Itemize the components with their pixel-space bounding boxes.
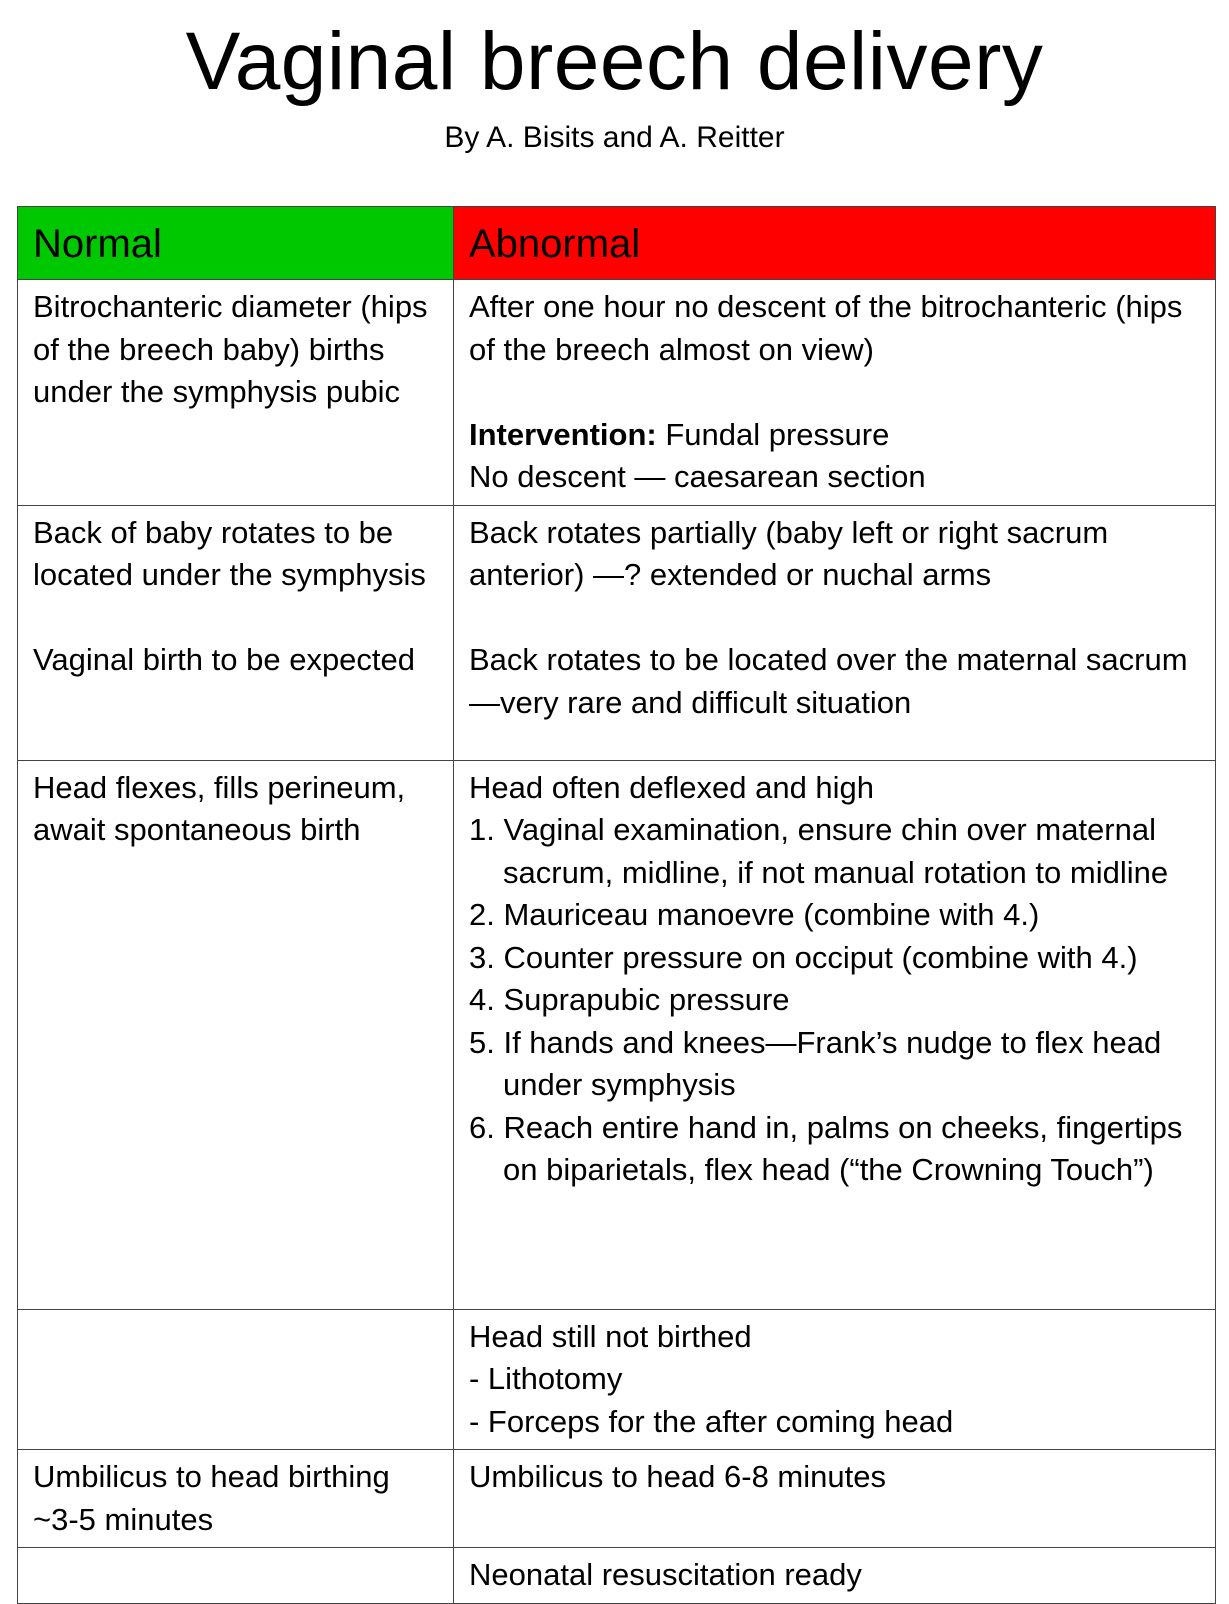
intervention-label: Intervention:	[469, 416, 657, 452]
byline: By A. Bisits and A. Reitter	[444, 121, 785, 154]
abnormal-column-header: Abnormal	[454, 207, 1216, 280]
cell-text: Umbilicus to head 6-8 minutes	[469, 1459, 886, 1494]
abnormal-cell	[454, 1548, 1216, 1604]
table-row	[18, 1450, 1216, 1548]
normal-cell	[18, 280, 454, 506]
cell-text: Back of baby rotates to be located under the symphysis	[33, 514, 426, 592]
intervention-line	[469, 414, 1201, 457]
list-item: 6. Reach entire hand in, palms on cheeks, fingertips on biparietals, flex head (“the Crowning Touch”)	[469, 1109, 1183, 1187]
list-item: 4. Suprapubic pressure	[469, 982, 790, 1017]
list-item: 5. If hands and knees—Frank’s nudge to flex head under symphysis	[469, 1024, 1162, 1102]
table-row	[18, 505, 1216, 760]
table-row	[18, 1548, 1216, 1604]
cell-text: Head often deflexed and high	[469, 769, 875, 805]
list-item: 2. Mauriceau manoevre (combine with 4.)	[469, 897, 1040, 932]
abnormal-cell	[454, 1450, 1216, 1548]
table-header-row	[18, 207, 1216, 280]
spacer	[469, 371, 1201, 414]
spacer	[33, 597, 439, 640]
cell-text: Head still not birthed	[469, 1318, 752, 1354]
table-row	[18, 1309, 1216, 1450]
table-row	[18, 760, 1216, 1309]
normal-cell	[18, 1450, 454, 1548]
cell-text: Back rotates to be located over the maternal sacrum—very rare and difficult situation	[469, 642, 1188, 720]
page-title: Vaginal breech delivery	[185, 16, 1044, 107]
abnormal-cell	[454, 280, 1216, 506]
abnormal-cell	[454, 1309, 1216, 1450]
normal-cell	[18, 760, 454, 1309]
breech-delivery-table	[17, 206, 1216, 1604]
abnormal-cell	[454, 760, 1216, 1309]
spacer	[469, 597, 1201, 640]
list-item: 3. Counter pressure on occiput (combine with 4.)	[469, 939, 1138, 975]
cell-text: Head flexes, fills perineum, await spontaneous birth	[33, 769, 406, 847]
normal-cell	[18, 1548, 454, 1604]
cell-text: After one hour no descent of the bitrochanteric (hips of the breech almost on view)	[469, 289, 1183, 367]
cell-text: Neonatal resuscitation ready	[469, 1557, 862, 1592]
cell-text: Back rotates partially (baby left or right sacrum anterior) —? extended or nuchal arms	[469, 514, 1109, 592]
cell-text: Umbilicus to head birthing ~3-5 minutes	[33, 1459, 390, 1537]
cell-text: No descent — caesarean section	[469, 459, 926, 494]
list-item: 1. Vaginal examination, ensure chin over maternal sacrum, midline, if not manual rotation to midline	[469, 812, 1169, 890]
abnormal-cell	[454, 505, 1216, 760]
normal-column-header: Normal	[18, 207, 454, 280]
cell-text: Vaginal birth to be expected	[33, 642, 416, 677]
cell-text: Bitrochanteric diameter (hips of the breech baby) births under the symphysis pubic	[33, 289, 428, 409]
cell-text: - Lithotomy	[469, 1361, 623, 1396]
table-row	[18, 280, 1216, 506]
cell-text: - Forceps for the after coming head	[469, 1403, 954, 1439]
normal-cell	[18, 1309, 454, 1450]
normal-cell	[18, 505, 454, 760]
intervention-text: Fundal pressure	[656, 416, 890, 452]
